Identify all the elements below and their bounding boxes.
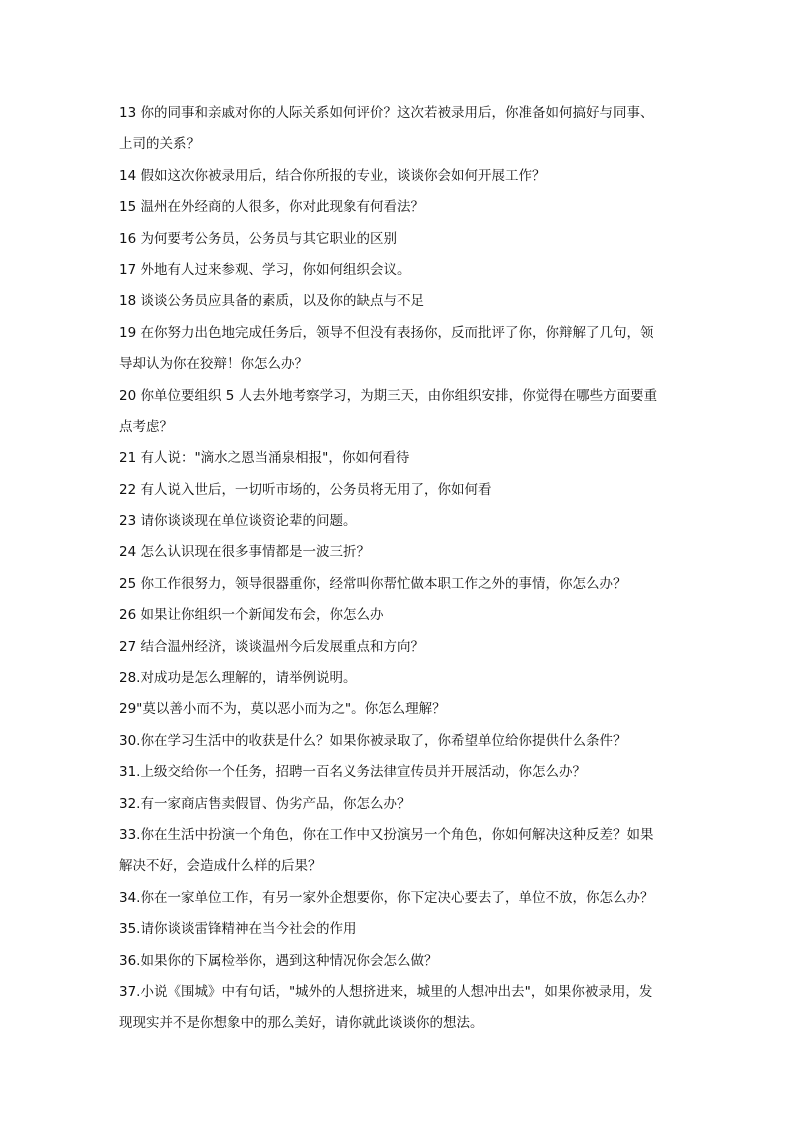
text-line: 14 假如这次你被录用后，结合你所报的专业，谈谈你会如何开展工作？ (119, 167, 546, 184)
text-line: 19 在你努力出色地完成任务后，领导不但没有表扬你，反而批评了你，你辩解了几句，领 (119, 324, 654, 341)
text-line: 20 你单位要组织 5 人去外地考察学习，为期三天，由你组织安排，你觉得在哪些方面要重 (119, 387, 658, 404)
text-line: 16 为何要考公务员，公务员与其它职业的区别 (119, 230, 397, 247)
text-line: 36.如果你的下属检举你，遇到这种情况你会怎么做？ (119, 952, 438, 969)
text-line: 23 请你谈谈现在单位谈资论辈的问题。 (119, 513, 357, 530)
text-line: 26 如果让你组织一个新闻发布会，你怎么办 (119, 607, 384, 624)
text-line: 点考虑？ (119, 418, 173, 435)
text-line: 18 谈谈公务员应具备的素质，以及你的缺点与不足 (119, 293, 424, 310)
text-line: 34.你在一家单位工作，有另一家外企想要你，你下定决心要去了，单位不放，你怎么办？ (119, 889, 654, 906)
text-line: 33.你在生活中扮演一个角色，你在工作中又扮演另一个角色，你如何解决这种反差？如果 (119, 826, 654, 843)
text-line: 解决不好，会造成什么样的后果？ (119, 858, 322, 875)
text-line: 30.你在学习生活中的收获是什么？如果你被录取了，你希望单位给你提供什么条件？ (119, 732, 627, 749)
text-line: 上司的关系？ (119, 136, 200, 153)
question-list (119, 98, 679, 1040)
text-line: 27 结合温州经济，谈谈温州今后发展重点和方向？ (119, 638, 424, 655)
text-line: 15 温州在外经商的人很多，你对此现象有何看法？ (119, 199, 424, 216)
text-line: 22 有人说入世后，一切听市场的，公务员将无用了，你如何看 (119, 481, 492, 498)
text-line: 现现实并不是你想象中的那么美好，请你就此谈谈你的想法。 (119, 1015, 484, 1032)
text-line: 28.对成功是怎么理解的，请举例说明。 (119, 670, 357, 687)
text-line: 13 你的同事和亲戚对你的人际关系如何评价？这次若被录用后，你准备如何搞好与同事、 (119, 105, 654, 121)
text-line: 21 有人说："滴水之恩当涌泉相报"，你如何看待 (119, 450, 410, 467)
text-line: 17 外地有人过来参观、学习，你如何组织会议。 (119, 261, 411, 278)
text-line: 29"莫以善小而不为，莫以恶小而为之"。你怎么理解？ (119, 701, 446, 718)
text-line: 导却认为你在狡辩！你怎么办？ (119, 356, 308, 373)
text-line: 35.请你谈谈雷锋精神在当今社会的作用 (119, 921, 357, 938)
text-line: 24 怎么认识现在很多事情都是一波三折？ (119, 544, 370, 561)
text-line: 37.小说《围城》中有句话，"城外的人想挤进来，城里的人想冲出去"，如果你被录用，发 (119, 983, 653, 1000)
text-line: 25 你工作很努力，领导很器重你，经常叫你帮忙做本职工作之外的事情，你怎么办？ (119, 575, 627, 592)
text-line: 31.上级交给你一个任务，招聘一百名义务法律宣传员并开展活动，你怎么办？ (119, 764, 586, 781)
text-line: 32.有一家商店售卖假冒、伪劣产品，你怎么办？ (119, 795, 411, 812)
